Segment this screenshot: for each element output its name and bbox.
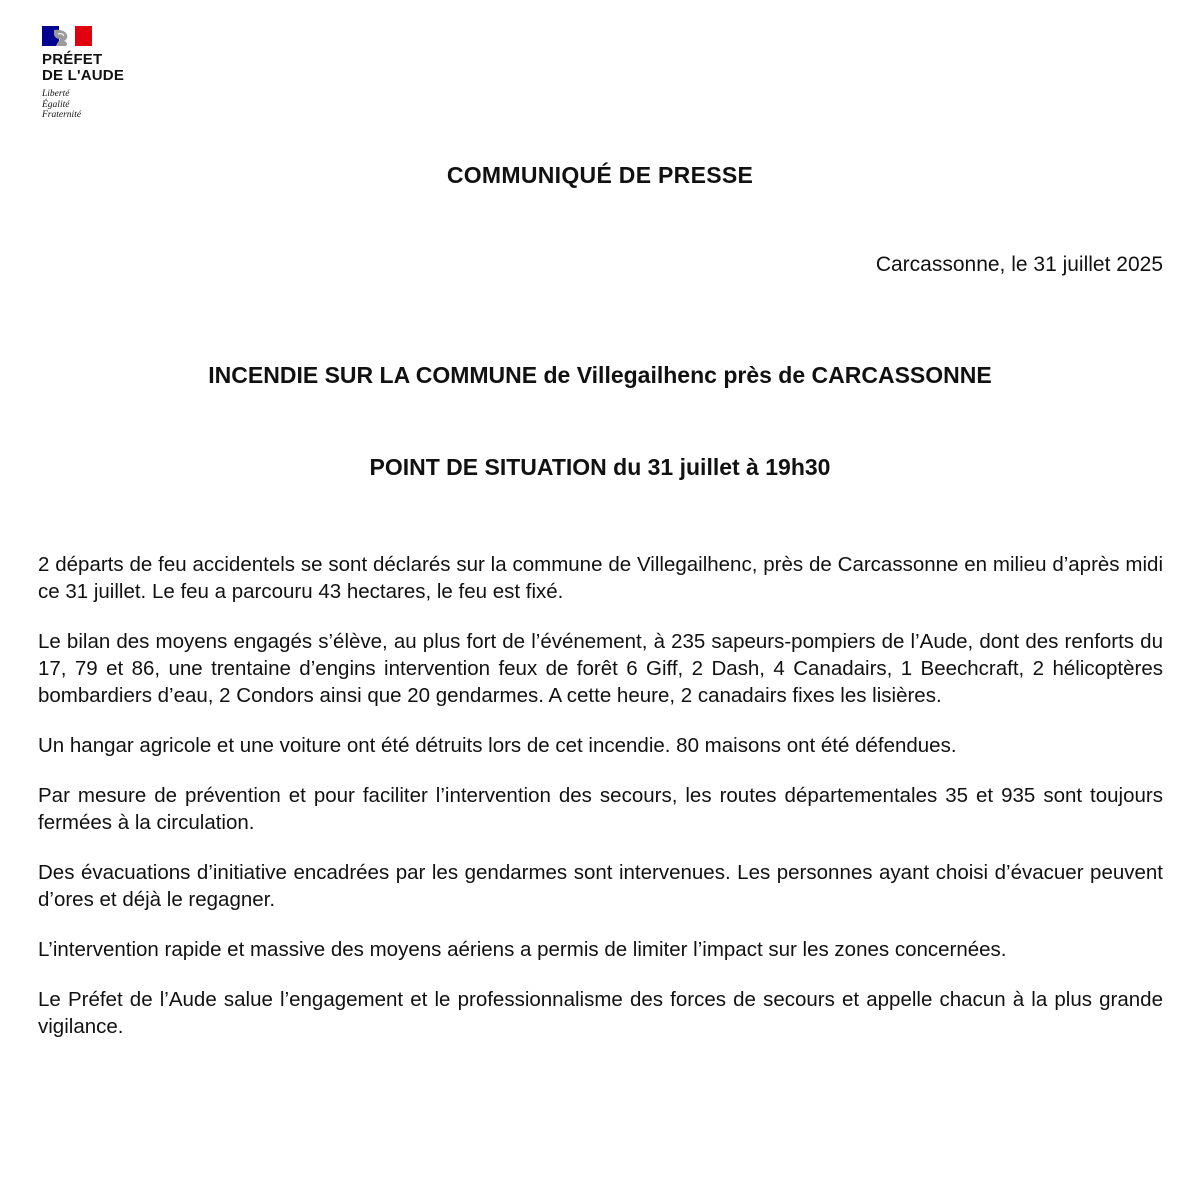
- place-and-date: Carcassonne, le 31 juillet 2025: [875, 253, 1163, 276]
- logo-title-line-2: DE L'AUDE: [42, 67, 125, 84]
- motto-liberte: Liberté: [42, 89, 70, 99]
- prefecture-logo: [42, 26, 182, 121]
- republic-motto: [42, 89, 182, 121]
- paragraph-evacuations: Des évacuations d’initiative encadrées par les gendarmes sont intervenues. Les personnes ayant choisi d’évacuer peuvent d’ores et déjà le regagner.: [38, 861, 1163, 911]
- paragraph-resources-engaged: Le bilan des moyens engagés s’élève, au plus fort de l’événement, à 235 sapeurs-pompiers de l’Aude, dont des renforts du 17, 79 et 86, une trentaine d’engins intervention feux de forêt 6 Giff, 2 Dash, 4 Canadairs, 1 Beechcraft, 2 hélicoptères bombardiers d’eau, 2 Condors ainsi que 20 gendarmes. A cette heure, 2 canadairs fixes les lisières.: [38, 630, 1163, 707]
- motto-fraternite: Fraternité: [42, 110, 82, 120]
- marianne-flag-icon: [42, 26, 92, 46]
- logo-title: [42, 52, 182, 84]
- logo-title-line-1: PRÉFET: [42, 51, 103, 68]
- situation-update-title: POINT DE SITUATION du 31 juillet à 19h30: [369, 454, 831, 480]
- paragraph-damage: Un hangar agricole et une voiture ont été détruits lors de cet incendie. 80 maisons ont été défendues.: [38, 734, 957, 757]
- press-release-body: [38, 551, 1163, 1063]
- paragraph-aerial-intervention: L’intervention rapide et massive des moyens aériens a permis de limiter l’impact sur les zones concernées.: [38, 938, 1007, 961]
- paragraph-fire-outbreak: 2 départs de feu accidentels se sont déclarés sur la commune de Villegailhenc, près de Carcassonne en milieu d’après midi ce 31 juillet. Le feu a parcouru 43 hectares, le feu est fixé.: [38, 553, 1163, 603]
- paragraph-prefect-statement: Le Préfet de l’Aude salue l’engagement et le professionnalisme des forces de secours et appelle chacun à la plus grande vigilance.: [38, 988, 1163, 1038]
- motto-egalite: Égalité: [42, 99, 70, 110]
- press-release-title: INCENDIE SUR LA COMMUNE de Villegailhenc près de CARCASSONNE: [208, 362, 992, 388]
- paragraph-road-closures: Par mesure de prévention et pour faciliter l’intervention des secours, les routes départementales 35 et 935 sont toujours fermées à la circulation.: [38, 784, 1163, 834]
- document-type-heading: COMMUNIQUÉ DE PRESSE: [446, 162, 754, 188]
